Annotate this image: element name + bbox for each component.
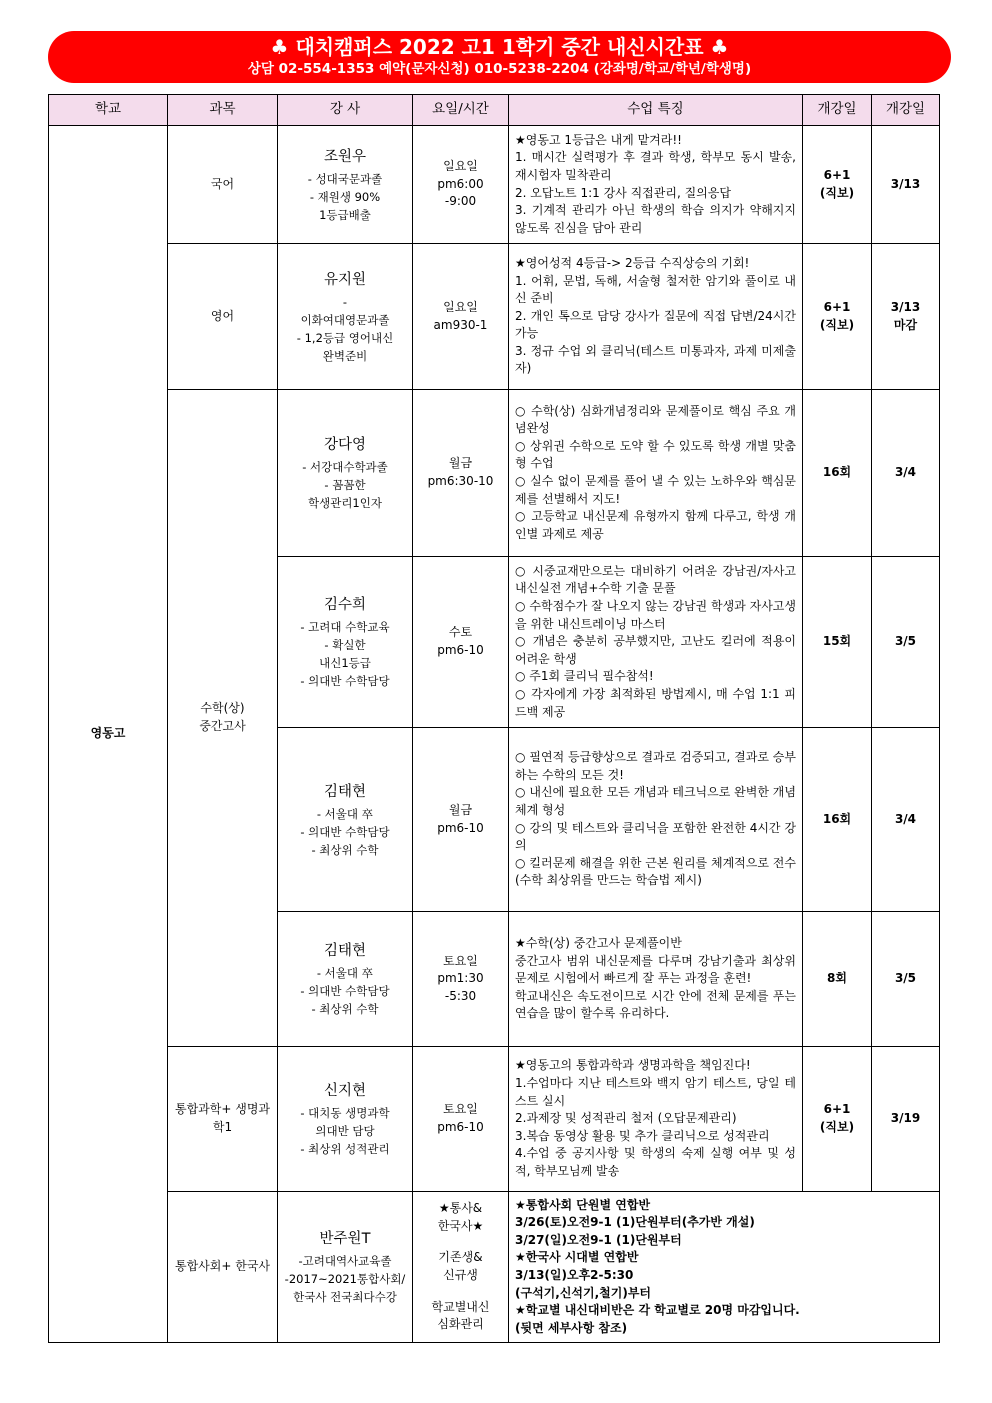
subject-text: 통합과학+ 생명과학1	[174, 1102, 270, 1134]
text-line: 3/13(일)오후2-5:30	[515, 1268, 634, 1282]
text-line: 3/5	[894, 971, 917, 986]
text-line: 마감	[893, 317, 918, 332]
table-row	[49, 1192, 940, 1343]
time-line: -9:00	[444, 194, 477, 209]
teacher-cell	[278, 912, 413, 1047]
header-cell: 수업 특징	[509, 95, 803, 126]
text-line: ○ 시중교재만으로는 대비하기 어려운 강남권/자사고 내신실전 개념+수학 기출 문풀	[515, 563, 796, 596]
time-cell	[413, 1047, 509, 1192]
teacher-name: 신지현	[323, 1083, 367, 1099]
time-line: ★통사&	[438, 1201, 483, 1216]
session-count-cell	[803, 390, 872, 557]
text-line: 6+1	[823, 299, 851, 314]
text-line: ○ 수학(상) 심화개념정리와 문제풀이로 핵심 주요 개념완성	[515, 403, 796, 436]
text-line: - 최상위 수학	[311, 842, 379, 857]
subject-cell: 영어	[168, 244, 278, 390]
text-line: 수학(상)	[200, 701, 245, 716]
teacher-name: 김태현	[323, 783, 367, 800]
text-line: ○ 상위권 수학으로 도약 할 수 있도록 학생 개별 맞춤형 수업	[515, 438, 796, 471]
text-line: 3. 기계적 관리가 아닌 학생의 학습 의지가 약해지지 않도록 진심을 담아 관리	[515, 203, 796, 235]
text-line: 4.수업 중 공지사항 및 학생의 숙제 실행 여부 및 성적, 학부모님께 발송	[515, 1146, 796, 1178]
time-line: 한국사★	[437, 1218, 484, 1233]
teacher-name: 반주원T	[319, 1231, 371, 1247]
text-line: ○ 각자에게 가장 최적화된 방법제시, 매 수업 1:1 피드백 제공	[515, 686, 796, 719]
time-line: pm6-10	[437, 643, 484, 657]
text-line: (직보)	[819, 317, 855, 332]
text-line: 학생관리1인자	[308, 496, 382, 510]
time-cell	[413, 1192, 509, 1343]
teacher-cell	[278, 1192, 413, 1343]
text-line: - 꼼꼼한	[324, 478, 366, 492]
table-row	[49, 244, 940, 390]
text-line: - 서울대 卒	[316, 966, 374, 980]
time-line: 신규생	[443, 1268, 478, 1282]
teacher-name: 조원우	[323, 148, 367, 165]
text-line: 이화여대영문과졸	[300, 312, 390, 327]
text-line: - 고려대 수학교육	[300, 620, 390, 634]
time-cell	[413, 126, 509, 244]
time-line: 일요일	[443, 299, 478, 314]
session-count-cell	[803, 126, 872, 244]
text-line: 1.수업마다 지난 테스트와 백지 암기 테스트, 당일 테스트 실시	[515, 1076, 796, 1108]
schedule-body	[49, 126, 940, 1343]
time-line: pm1:30	[437, 971, 484, 986]
subject-cell	[168, 1192, 278, 1343]
text-line: (직보)	[819, 1120, 855, 1134]
text-line: 3/4	[894, 811, 917, 826]
features-cell	[509, 912, 803, 1047]
start-date-cell	[872, 912, 940, 1047]
text-line: 3/13	[890, 176, 921, 191]
time-line: am930-1	[433, 317, 488, 332]
text-line: 1등급배출	[319, 207, 371, 222]
text-line: 2.과제장 및 성적관리 철저 (오답문제관리)	[515, 1111, 737, 1126]
table-row	[49, 390, 940, 557]
text-line: 학교내신은 속도전이므로 시간 안에 전체 문제를 푸는 연습을 많이 할수록 유리하다.	[515, 988, 796, 1021]
time-line: 심화관리	[437, 1317, 484, 1332]
time-cell	[413, 557, 509, 728]
time-line: 기존생&	[438, 1250, 483, 1265]
features-cell	[509, 1047, 803, 1192]
time-cell	[413, 912, 509, 1047]
text-line: 3/19	[890, 1111, 921, 1126]
header-cell: 개강일	[872, 95, 940, 126]
time-line: 학교별내신	[431, 1299, 490, 1314]
session-count-cell	[803, 728, 872, 912]
teacher-cell	[278, 557, 413, 728]
time-line: 토요일	[443, 1102, 478, 1117]
start-date-cell	[872, 244, 940, 390]
time-line: 토요일	[443, 953, 478, 968]
text-line: ○ 실수 없이 문제를 풀어 낼 수 있는 노하우와 핵심문제를 선별해서 지도!	[515, 474, 796, 506]
start-date-cell	[872, 126, 940, 244]
start-date-cell	[872, 1047, 940, 1192]
time-line: pm6-10	[437, 1120, 484, 1134]
text-line: (직보)	[819, 185, 855, 200]
time-line: 월금	[448, 456, 473, 471]
time-line: pm6:00	[437, 176, 484, 191]
start-date-cell	[872, 557, 940, 728]
teacher-cell	[278, 244, 413, 390]
school-cell: 영동고	[49, 126, 168, 1343]
session-count-cell	[803, 912, 872, 1047]
text-line: 6+1	[823, 1102, 851, 1117]
header-cell: 과목	[168, 95, 278, 126]
time-cell	[413, 390, 509, 557]
teacher-cell	[278, 126, 413, 244]
time-cell	[413, 728, 509, 912]
text-line: - 1,2등급 영어내신	[296, 330, 394, 345]
time-line: 일요일	[443, 159, 478, 174]
text-line: - 의대반 수학담당	[300, 674, 390, 688]
text-line: ★통합사회 단원별 연합반	[515, 1197, 651, 1212]
text-line: ○ 내신에 필요한 모든 개념과 테크닉으로 완벽한 개념체계 형성	[515, 785, 796, 817]
time-line: 월금	[448, 802, 473, 817]
time-line: 수토	[448, 625, 473, 640]
teacher-name: 김수희	[323, 597, 367, 613]
text-line: 16회	[822, 811, 852, 826]
text-line: 의대반 담당	[315, 1124, 375, 1138]
text-line: ○ 주1회 클리닉 필수참석!	[515, 669, 654, 684]
text-line: ○ 필연적 등급향상으로 결과로 검증되고, 결과로 승부하는 수학의 모든 것!	[515, 750, 796, 782]
text-line: 중간고사 범위 내신문제를 다루며 강남기출과 최상위 문제로 시험에서 빠르게 잘 푸는 과정을 훈련!	[515, 953, 796, 986]
table-row	[49, 1047, 940, 1192]
text-line: 16회	[822, 465, 852, 480]
text-line: 3. 정규 수업 외 클리닉(테스트 미통과자, 과제 미제출자)	[515, 343, 796, 376]
time-cell	[413, 244, 509, 390]
text-line: 15회	[822, 634, 852, 649]
teacher-name: 강다영	[323, 437, 367, 453]
text-line: - 서강대수학과졸	[302, 460, 388, 474]
page-title: ♣ 대치캠퍼스 2022 고1 1학기 중간 내신시간표 ♣	[270, 35, 729, 59]
time-line: pm6-10	[437, 820, 484, 835]
features-cell	[509, 126, 803, 244]
start-date-cell	[872, 390, 940, 557]
title-banner	[48, 31, 951, 83]
schedule-table	[48, 94, 940, 1343]
text-line: ★영동고 1등급은 내게 맡겨라!!	[515, 132, 682, 147]
session-count-cell	[803, 244, 872, 390]
teacher-name: 유지원	[323, 271, 367, 288]
text-line: ○ 킬러문제 해결을 위한 근본 원리를 체계적으로 전수 (수학 최상위를 만드는 학습법 제시)	[515, 855, 796, 888]
text-line: (구석기,신석기,철기)부터	[515, 1285, 652, 1300]
text-line: - 확실한	[324, 638, 366, 652]
text-line: 3/5	[894, 634, 917, 649]
text-line: ○ 수학점수가 잘 나오지 않는 강남권 학생과 자사고생을 위한 내신트레이닝 마스터	[515, 599, 796, 631]
features-cell	[509, 390, 803, 557]
table-row	[49, 126, 940, 244]
text-line: -2017~2021통합사회/한국사 전국최다수강	[284, 1272, 406, 1304]
session-count-cell	[803, 557, 872, 728]
subject-cell	[168, 1047, 278, 1192]
text-line: ★영동고의 통합과학과 생명과학을 책임진다!	[515, 1058, 751, 1073]
spacer	[419, 1235, 502, 1249]
text-line: 3/4	[894, 465, 917, 480]
text-line: -고려대역사교육졸	[298, 1254, 392, 1268]
text-line: ★한국사 시대별 연합반	[515, 1250, 639, 1265]
text-line: 3/13	[890, 299, 921, 314]
text-line: 2. 오답노트 1:1 강사 직접관리, 질의응답	[515, 185, 731, 200]
teacher-name: 김태현	[323, 943, 367, 959]
header-cell: 학교	[49, 95, 168, 126]
contact-info: 상담 02-554-1353 예약(문자신청) 010-5238-2204 (강좌명/학교/학년/학생명)	[247, 61, 752, 77]
text-line: ★학교별 내신대비반은 각 학교별로 20명 마감입니다.	[515, 1303, 800, 1318]
text-line: 1. 매시간 실력평가 후 결과 학생, 학부모 동시 발송, 재시험자 밀착관리	[515, 150, 796, 182]
header-cell: 강 사	[278, 95, 413, 126]
text-line: -	[342, 294, 348, 309]
features-cell	[509, 557, 803, 728]
spacer	[419, 1285, 502, 1299]
text-line: ★수학(상) 중간고사 문제풀이반	[515, 936, 682, 951]
teacher-cell	[278, 390, 413, 557]
teacher-cell	[278, 1047, 413, 1192]
subject-text: 통합사회+ 한국사	[174, 1259, 270, 1274]
text-line: 8회	[827, 971, 847, 986]
subject-cell	[168, 390, 278, 1047]
text-line: - 의대반 수학담당	[300, 824, 390, 839]
text-line: 중간고사	[199, 719, 246, 733]
text-line: ○ 고등학교 내신문제 유형까지 함께 다루고, 학생 개인별 과제로 제공	[515, 509, 796, 541]
text-line: 3.복습 동영상 활용 및 추가 클리닉으로 성적관리	[515, 1128, 770, 1143]
text-line: 3/26(토)오전9-1 (1)단원부터(추가반 개설)	[515, 1215, 755, 1230]
features-cell	[509, 244, 803, 390]
text-line: ○ 개념은 충분히 공부했지만, 고난도 킬러에 적용이 어려운 학생	[515, 634, 796, 666]
text-line: 6+1	[823, 167, 851, 182]
time-line: -5:30	[444, 988, 477, 1003]
time-line: pm6:30-10	[427, 474, 494, 488]
features-cell	[509, 1192, 940, 1343]
text-line: 완벽준비	[322, 348, 368, 363]
text-line: 3/27(일)오전9-1 (1)단원부터	[515, 1232, 682, 1247]
text-line: (뒷면 세부사항 참조)	[515, 1320, 628, 1335]
session-count-cell	[803, 1047, 872, 1192]
text-line: 1. 어휘, 문법, 독해, 서술형 철저한 암기와 풀이로 내신 준비	[515, 273, 796, 306]
header-cell: 개강일	[803, 95, 872, 126]
text-line: - 대치동 생명과학	[300, 1106, 390, 1120]
subject-cell: 국어	[168, 126, 278, 244]
text-line: ○ 강의 및 테스트와 클리닉을 포함한 완전한 4시간 강의	[515, 820, 796, 853]
start-date-cell	[872, 728, 940, 912]
header-cell: 요일/시간	[413, 95, 509, 126]
text-line: ★영어성적 4등급-> 2등급 수직상승의 기회!	[515, 255, 750, 270]
text-line: - 서울대 卒	[316, 806, 374, 821]
text-line: 2. 개인 톡으로 담당 강사가 질문에 직접 답변/24시간 가능	[515, 308, 796, 341]
text-line: - 성대국문과졸	[307, 171, 383, 186]
text-line: - 재원생 90%	[309, 189, 381, 204]
table-header-row	[49, 95, 940, 126]
features-cell	[509, 728, 803, 912]
text-line: 내신1등급	[319, 656, 371, 670]
teacher-cell	[278, 728, 413, 912]
text-line: - 최상위 수학	[311, 1002, 379, 1016]
text-line: - 최상위 성적관리	[300, 1142, 390, 1156]
text-line: - 의대반 수학담당	[300, 984, 390, 998]
